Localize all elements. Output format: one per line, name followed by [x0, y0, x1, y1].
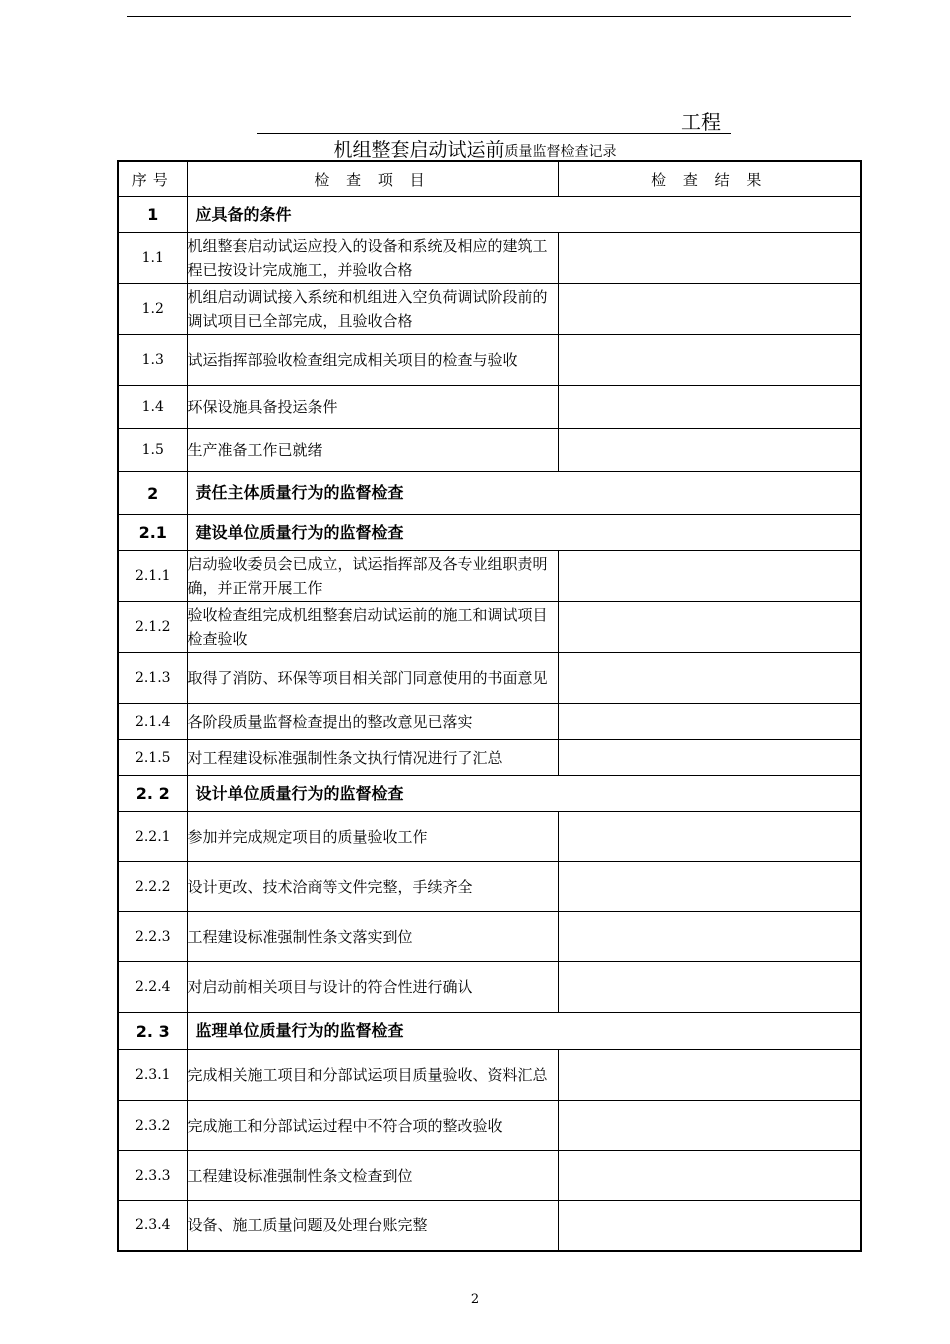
- page-number: 2: [470, 1292, 480, 1307]
- table-row: [118, 812, 861, 862]
- check-item: 环保设施具备投运条件: [187, 386, 558, 429]
- header-seq: 序号: [118, 161, 187, 197]
- check-item: 取得了消防、环保等项目相关部门同意使用的书面意见: [187, 653, 558, 704]
- check-result-cell[interactable]: [558, 740, 861, 776]
- check-result-cell[interactable]: [558, 1201, 861, 1251]
- check-item: 机组启动调试接入系统和机组进入空负荷调试阶段前的调试项目已全部完成，且验收合格: [187, 284, 558, 335]
- table-row: [118, 1151, 861, 1201]
- table-row: [118, 962, 861, 1013]
- check-result-cell[interactable]: [558, 962, 861, 1013]
- row-number: 2.3.3: [118, 1151, 187, 1201]
- row-number: 2. 3: [118, 1013, 187, 1050]
- title-sub: 质量监督检查记录: [504, 144, 617, 160]
- check-item: 对工程建设标准强制性条文执行情况进行了汇总: [187, 740, 558, 776]
- check-item: 建设单位质量行为的监督检查: [187, 515, 861, 551]
- check-item: 工程建设标准强制性条文检查到位: [187, 1151, 558, 1201]
- check-result-cell[interactable]: [558, 386, 861, 429]
- check-item: 责任主体质量行为的监督检查: [187, 472, 861, 515]
- table-row: [118, 233, 861, 284]
- check-result-cell[interactable]: [558, 1101, 861, 1151]
- check-item: 设计更改、技术洽商等文件完整，手续齐全: [187, 862, 558, 912]
- check-result-cell[interactable]: [558, 335, 861, 386]
- title-main: 机组整套启动试运前: [333, 139, 505, 161]
- check-result-cell[interactable]: [558, 1050, 861, 1101]
- row-number: 2. 2: [118, 776, 187, 812]
- check-item: 监理单位质量行为的监督检查: [187, 1013, 861, 1050]
- row-number: 1: [118, 197, 187, 233]
- top-rule: [127, 16, 851, 17]
- table-row: [118, 602, 861, 653]
- check-item: 应具备的条件: [187, 197, 861, 233]
- check-result-cell[interactable]: [558, 429, 861, 472]
- table-row: [118, 653, 861, 704]
- check-result-cell[interactable]: [558, 653, 861, 704]
- row-number: 2.2.4: [118, 962, 187, 1013]
- row-number: 1.4: [118, 386, 187, 429]
- row-number: 2.2.1: [118, 812, 187, 862]
- check-result-cell[interactable]: [558, 1151, 861, 1201]
- check-item: 参加并完成规定项目的质量验收工作: [187, 812, 558, 862]
- check-item: 试运指挥部验收检查组完成相关项目的检查与验收: [187, 335, 558, 386]
- row-number: 2: [118, 472, 187, 515]
- row-number: 2.3.2: [118, 1101, 187, 1151]
- document-title: [0, 135, 950, 162]
- row-number: 2.2.2: [118, 862, 187, 912]
- table-row: [118, 704, 861, 740]
- section-row: [118, 472, 861, 515]
- table-row: [118, 740, 861, 776]
- table-header-row: [118, 161, 861, 197]
- section-row: [118, 197, 861, 233]
- row-number: 2.3.1: [118, 1050, 187, 1101]
- section-row: [118, 776, 861, 812]
- project-suffix: 工程: [681, 110, 721, 134]
- row-number: 2.1: [118, 515, 187, 551]
- inspection-table: [117, 160, 862, 1252]
- table-row: [118, 386, 861, 429]
- check-item: 机组整套启动试运应投入的设备和系统及相应的建筑工程已按设计完成施工，并验收合格: [187, 233, 558, 284]
- row-number: 1.3: [118, 335, 187, 386]
- check-result-cell[interactable]: [558, 704, 861, 740]
- check-item: 设计单位质量行为的监督检查: [187, 776, 861, 812]
- check-item: 设备、施工质量问题及处理台账完整: [187, 1201, 558, 1251]
- table-row: [118, 335, 861, 386]
- check-result-cell[interactable]: [558, 284, 861, 335]
- check-item: 生产准备工作已就绪: [187, 429, 558, 472]
- table-row: [118, 912, 861, 962]
- check-result-cell[interactable]: [558, 812, 861, 862]
- table-row: [118, 1201, 861, 1251]
- table-row: [118, 429, 861, 472]
- check-result-cell[interactable]: [558, 551, 861, 602]
- check-item: 启动验收委员会已成立，试运指挥部及各专业组职责明确，并正常开展工作: [187, 551, 558, 602]
- row-number: 2.1.4: [118, 704, 187, 740]
- check-item: 工程建设标准强制性条文落实到位: [187, 912, 558, 962]
- table-row: [118, 862, 861, 912]
- table-body: [118, 197, 861, 1251]
- check-result-cell[interactable]: [558, 233, 861, 284]
- table-row: [118, 1101, 861, 1151]
- row-number: 2.1.2: [118, 602, 187, 653]
- check-item: 对启动前相关项目与设计的符合性进行确认: [187, 962, 558, 1013]
- check-result-cell[interactable]: [558, 912, 861, 962]
- table-row: [118, 284, 861, 335]
- table-row: [118, 551, 861, 602]
- section-row: [118, 1013, 861, 1050]
- check-item: 验收检查组完成机组整套启动试运前的施工和调试项目检查验收: [187, 602, 558, 653]
- row-number: 1.1: [118, 233, 187, 284]
- header-item: 检 查 项 目: [187, 161, 558, 197]
- row-number: 2.1.1: [118, 551, 187, 602]
- row-number: 2.1.3: [118, 653, 187, 704]
- row-number: 2.2.3: [118, 912, 187, 962]
- check-result-cell[interactable]: [558, 602, 861, 653]
- section-row: [118, 515, 861, 551]
- project-name-line: [257, 111, 731, 134]
- row-number: 1.5: [118, 429, 187, 472]
- row-number: 1.2: [118, 284, 187, 335]
- check-item: 各阶段质量监督检查提出的整改意见已落实: [187, 704, 558, 740]
- check-item: 完成施工和分部试运过程中不符合项的整改验收: [187, 1101, 558, 1151]
- check-result-cell[interactable]: [558, 862, 861, 912]
- row-number: 2.3.4: [118, 1201, 187, 1251]
- check-item: 完成相关施工项目和分部试运项目质量验收、资料汇总: [187, 1050, 558, 1101]
- table-row: [118, 1050, 861, 1101]
- header-result: 检 查 结 果: [558, 161, 861, 197]
- row-number: 2.1.5: [118, 740, 187, 776]
